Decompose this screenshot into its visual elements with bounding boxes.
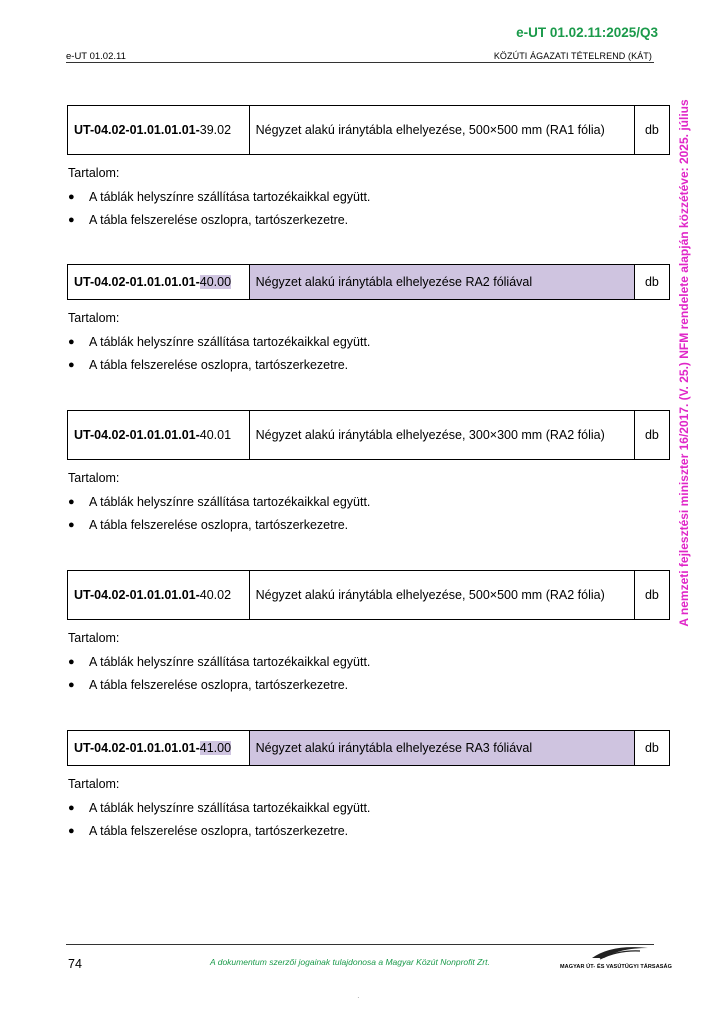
logo-text: MAGYAR ÚT- ÉS VASÚTÜGYI TÁRSASÁG [560, 964, 672, 970]
item-code-suffix: 40.00 [199, 275, 232, 289]
list-item [67, 797, 670, 820]
item-code-suffix: 40.02 [199, 588, 232, 602]
bullet-text: A táblák helyszínre szállítása tartozékaikkal együtt. [89, 495, 371, 509]
bullet-text: A táblák helyszínre szállítása tartozékaikkal együtt. [89, 190, 371, 204]
list-item [67, 209, 670, 232]
list-item [67, 674, 670, 697]
content-label: Tartalom: [68, 631, 120, 645]
bullet-text: A tábla felszerelése oszlopra, tartószerkezetre. [89, 824, 349, 838]
bullet-list [67, 651, 670, 697]
list-item [67, 331, 670, 354]
content-label: Tartalom: [68, 311, 120, 325]
item-description: Négyzet alakú iránytábla elhelyezése, 500×500 mm (RA2 fólia) [249, 571, 634, 620]
item-description: Négyzet alakú iránytábla elhelyezése RA3 fóliával [249, 731, 634, 766]
bullet-icon: ● [68, 214, 75, 226]
side-note-text: A nemzeti fejlesztési miniszter 16/2017. (V. 25.) NFM rendelete alapján közzétéve: 2025. július [677, 98, 691, 627]
bullet-icon: ● [68, 336, 75, 348]
item-code-cell [68, 265, 250, 300]
copyright-notice: A dokumentum szerzői jogainak tulajdonosa a Magyar Közút Nonprofit Zrt. [210, 957, 490, 967]
bullet-list [67, 491, 670, 537]
content-label: Tartalom: [68, 471, 120, 485]
header-rule [66, 62, 654, 63]
bullet-icon: ● [68, 825, 75, 837]
doc-code: e-UT 01.02.11:2025/Q3 [516, 25, 658, 40]
bullet-list [67, 331, 670, 377]
item-block [67, 105, 670, 232]
bullet-icon: ● [68, 679, 75, 691]
item-row [68, 411, 670, 460]
item-code-suffix: 40.01 [199, 428, 232, 442]
content-label: Tartalom: [68, 777, 120, 791]
item-code-prefix: UT-04.02-01.01.01.01- [74, 275, 200, 289]
item-code-cell [68, 411, 250, 460]
list-item [67, 514, 670, 537]
item-block [67, 570, 670, 697]
item-unit: db [634, 106, 669, 155]
bullet-icon: ● [68, 656, 75, 668]
list-item [67, 186, 670, 209]
item-code-suffix: 41.00 [199, 741, 232, 755]
bullet-text: A tábla felszerelése oszlopra, tartószerkezetre. [89, 358, 349, 372]
item-table [67, 730, 670, 766]
item-description: Négyzet alakú iránytábla elhelyezése, 300×300 mm (RA2 fólia) [249, 411, 634, 460]
item-description: Négyzet alakú iránytábla elhelyezése RA2 fóliával [249, 265, 634, 300]
item-code-prefix: UT-04.02-01.01.01.01- [74, 428, 200, 442]
item-row [68, 571, 670, 620]
bullet-text: A tábla felszerelése oszlopra, tartószerkezetre. [89, 678, 349, 692]
bullet-list [67, 186, 670, 232]
content-label: Tartalom: [68, 166, 120, 180]
item-code-cell [68, 731, 250, 766]
bullet-text: A táblák helyszínre szállítása tartozékaikkal együtt. [89, 335, 371, 349]
bullet-icon: ● [68, 359, 75, 371]
list-item [67, 820, 670, 843]
item-description: Négyzet alakú iránytábla elhelyezése, 500×500 mm (RA1 fólia) [249, 106, 634, 155]
item-code-suffix: 39.02 [199, 123, 232, 137]
company-logo [560, 944, 672, 970]
item-row [68, 731, 670, 766]
item-block [67, 730, 670, 843]
item-code-cell [68, 571, 250, 620]
page-number: 74 [68, 957, 82, 971]
item-table [67, 570, 670, 620]
item-code-prefix: UT-04.02-01.01.01.01- [74, 741, 200, 755]
item-row [68, 265, 670, 300]
item-row [68, 106, 670, 155]
item-block [67, 410, 670, 537]
item-table [67, 105, 670, 155]
item-unit: db [634, 411, 669, 460]
bullet-icon: ● [68, 519, 75, 531]
item-code-prefix: UT-04.02-01.01.01.01- [74, 588, 200, 602]
item-unit: db [634, 265, 669, 300]
item-block [67, 264, 670, 377]
item-table [67, 264, 670, 300]
bullet-icon: ● [68, 191, 75, 203]
bullet-text: A tábla felszerelése oszlopra, tartószerkezetre. [89, 213, 349, 227]
bullet-text: A táblák helyszínre szállítása tartozékaikkal együtt. [89, 655, 371, 669]
header-left: e-UT 01.02.11 [66, 51, 126, 62]
item-table [67, 410, 670, 460]
item-code-cell [68, 106, 250, 155]
item-unit: db [634, 571, 669, 620]
bullet-text: A tábla felszerelése oszlopra, tartószerkezetre. [89, 518, 349, 532]
list-item [67, 651, 670, 674]
bullet-text: A táblák helyszínre szállítása tartozékaikkal együtt. [89, 801, 371, 815]
bullet-icon: ● [68, 496, 75, 508]
item-unit: db [634, 731, 669, 766]
bottom-mark: · [357, 993, 360, 1002]
bullet-list [67, 797, 670, 843]
list-item [67, 491, 670, 514]
item-code-prefix: UT-04.02-01.01.01.01- [74, 123, 200, 137]
logo-swoosh-icon [590, 944, 650, 960]
bullet-icon: ● [68, 802, 75, 814]
list-item [67, 354, 670, 377]
side-note [672, 95, 696, 630]
header-right: KÖZÚTI ÁGAZATI TÉTELREND (KÁT) [493, 51, 652, 61]
